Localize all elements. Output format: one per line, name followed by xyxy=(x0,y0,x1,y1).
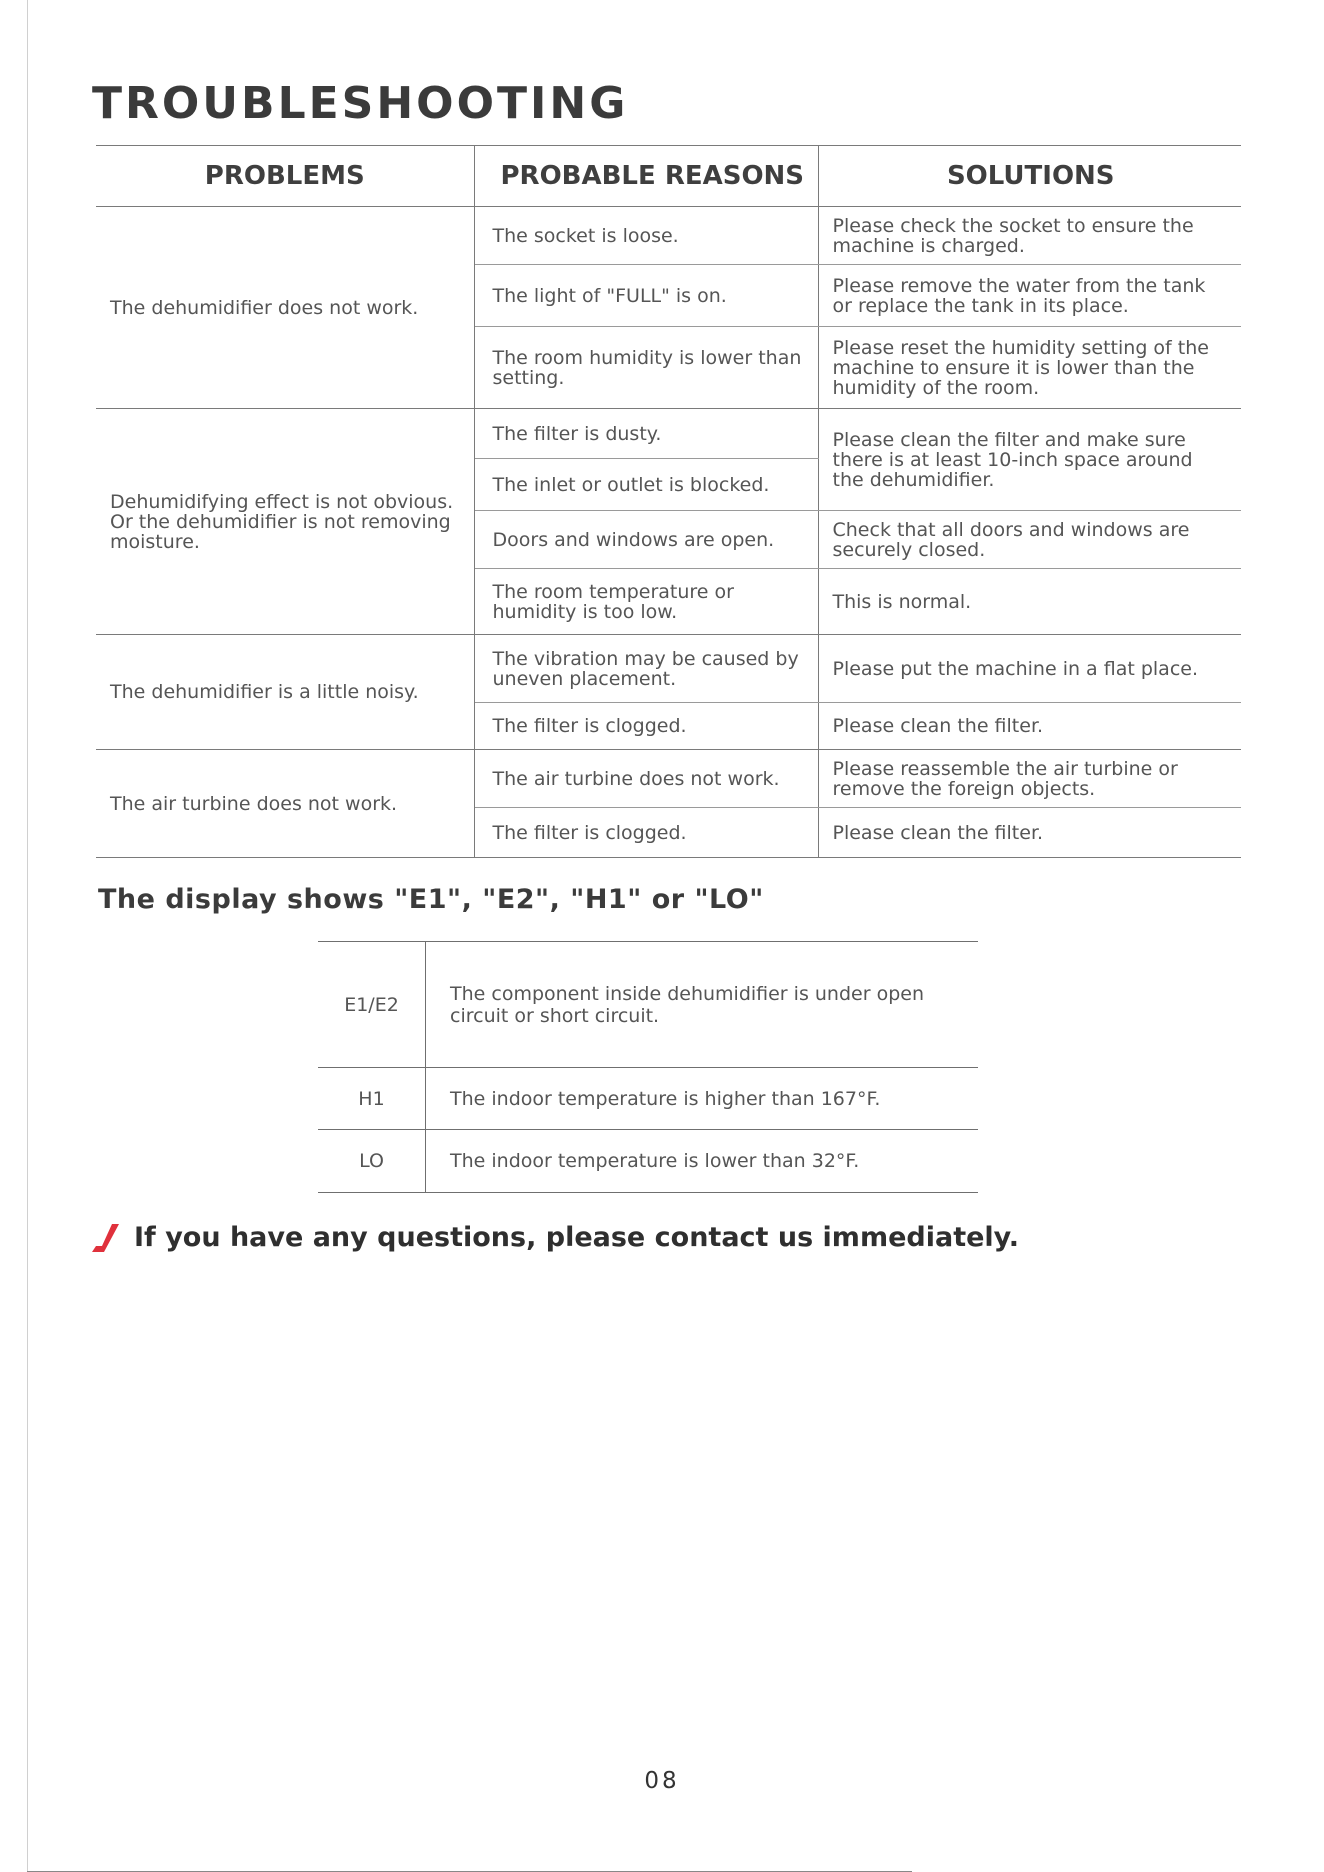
header-probable-reasons: PROBABLE REASONS xyxy=(474,146,818,207)
table-row xyxy=(96,635,1241,703)
page-title: TROUBLESHOOTING xyxy=(92,78,629,129)
problem-cell: The dehumidifier is a little noisy. xyxy=(96,635,474,750)
reason-cell: The inlet or outlet is blocked. xyxy=(474,459,818,511)
reason-cell: The socket is loose. xyxy=(474,207,818,265)
problem-cell: The dehumidifier does not work. xyxy=(96,207,474,409)
contact-note-text: If you have any questions, please contact us immediately. xyxy=(134,1222,1020,1253)
page-edge-left xyxy=(27,0,28,1872)
solution-cell: Please clean the filter. xyxy=(818,808,1241,858)
display-section-title: The display shows "E1", "E2", "H1" or "LO" xyxy=(98,884,764,915)
solution-cell: Please check the socket to ensure the machine is charged. xyxy=(818,207,1241,265)
table-row xyxy=(318,1130,978,1193)
display-code: E1/E2 xyxy=(318,942,426,1068)
header-problems: PROBLEMS xyxy=(96,146,474,207)
reason-cell: The filter is clogged. xyxy=(474,808,818,858)
display-code: LO xyxy=(318,1130,426,1193)
table-row xyxy=(318,1068,978,1130)
page-number: 08 xyxy=(644,1768,680,1794)
reason-cell: The light of "FULL" is on. xyxy=(474,265,818,327)
display-code: H1 xyxy=(318,1068,426,1130)
table-row xyxy=(96,207,1241,265)
table-row xyxy=(318,942,978,1068)
display-code-table xyxy=(318,941,978,1193)
reason-cell: The filter is clogged. xyxy=(474,703,818,750)
solution-cell: Please clean the filter. xyxy=(818,703,1241,750)
contact-note xyxy=(92,1222,1019,1253)
reason-cell: The room temperature or humidity is too low. xyxy=(474,569,818,635)
solution-cell: Check that all doors and windows are securely closed. xyxy=(818,511,1241,569)
solution-cell: Please remove the water from the tank or replace the tank in its place. xyxy=(818,265,1241,327)
problem-cell: Dehumidifying effect is not obvious. Or the dehumidifier is not removing moisture. xyxy=(96,409,474,635)
reason-cell: Doors and windows are open. xyxy=(474,511,818,569)
reason-cell: The vibration may be caused by uneven placement. xyxy=(474,635,818,703)
solution-cell: This is normal. xyxy=(818,569,1241,635)
header-solutions: SOLUTIONS xyxy=(818,146,1241,207)
solution-cell: Please reset the humidity setting of the machine to ensure it is lower than the humidity of the room. xyxy=(818,327,1241,409)
display-code-description: The indoor temperature is lower than 32°F. xyxy=(426,1130,979,1193)
table-row xyxy=(96,750,1241,808)
display-code-description: The component inside dehumidifier is under open circuit or short circuit. xyxy=(426,942,979,1068)
reason-cell: The filter is dusty. xyxy=(474,409,818,459)
table-header-row xyxy=(96,146,1241,207)
solution-cell: Please clean the filter and make sure there is at least 10-inch space around the dehumidifier. xyxy=(818,409,1241,511)
solution-cell: Please put the machine in a flat place. xyxy=(818,635,1241,703)
display-code-description: The indoor temperature is higher than 167°F. xyxy=(426,1068,979,1130)
troubleshooting-table xyxy=(96,145,1241,858)
solution-cell: Please reassemble the air turbine or remove the foreign objects. xyxy=(818,750,1241,808)
reason-cell: The room humidity is lower than setting. xyxy=(474,327,818,409)
table-row xyxy=(96,409,1241,459)
warning-slash-icon xyxy=(92,1224,124,1252)
problem-cell: The air turbine does not work. xyxy=(96,750,474,858)
reason-cell: The air turbine does not work. xyxy=(474,750,818,808)
